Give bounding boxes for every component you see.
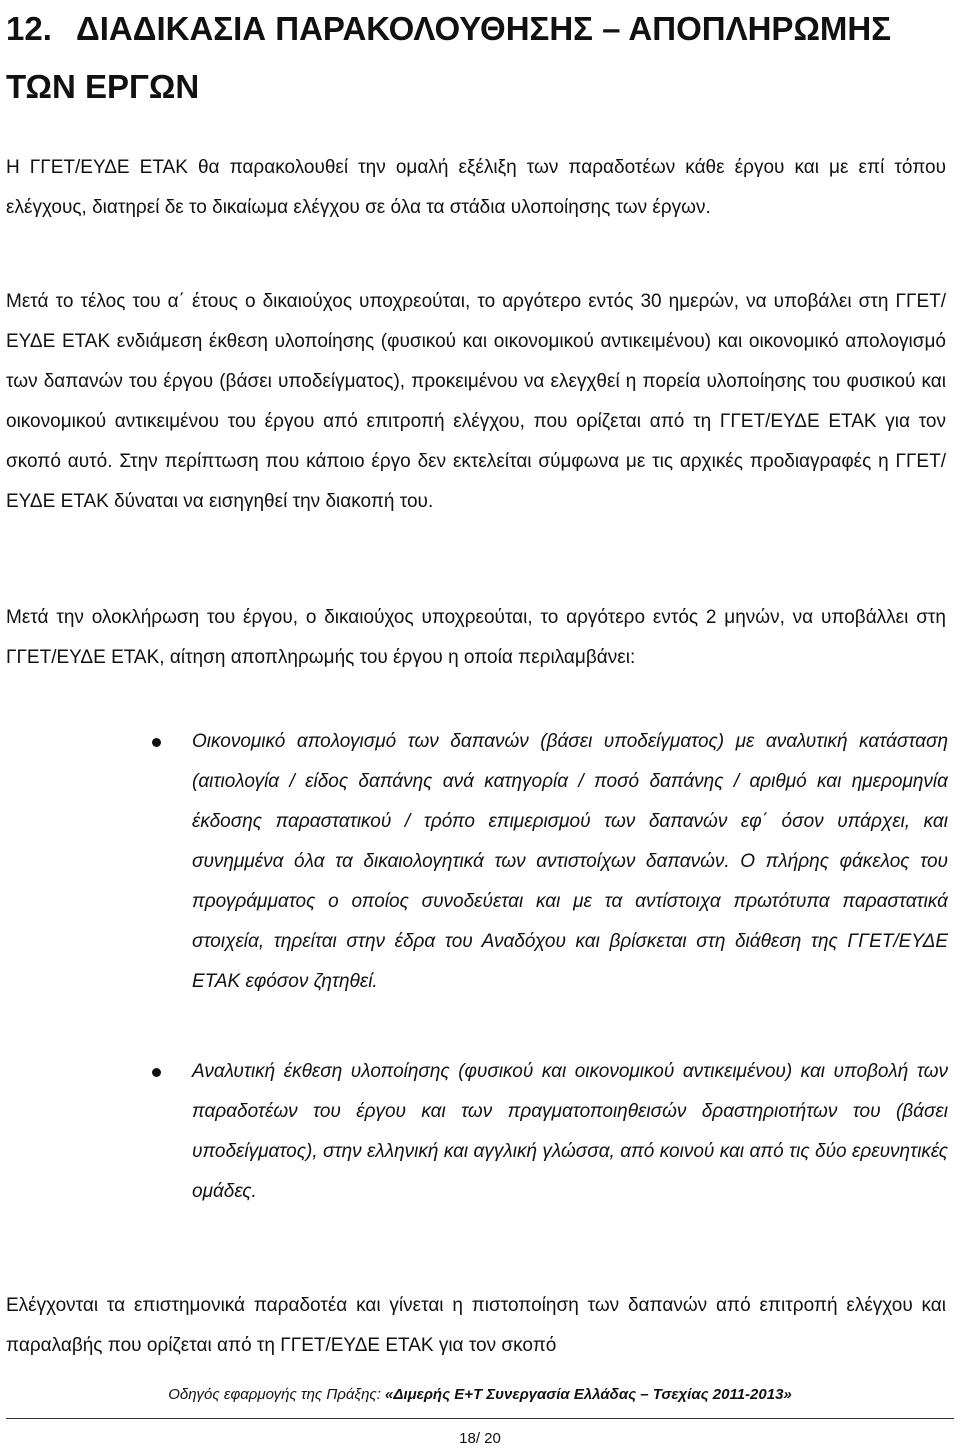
paragraph-interim-report: Μετά το τέλος του α΄ έτους ο δικαιούχος υποχρεούται, το αργότερο εντός 30 ημερών, να υποβάλει στη ΓΓΕΤ/ΕΥΔΕ ΕΤΑΚ ενδιάμεση έκθεση υλοποίησης (φυσικού και οικονομικού αντικειμένου) και οικονομικό απολογισμό των δαπανών του έργου (βάσει υποδείγματος), προκειμένου να ελεγχθεί η πορεία υλοποίησης του φυσικού και οικονομικού αντικειμένου του έργου από επιτροπή ελέγχου, που ορίζεται από τη ΓΓΕΤ/ΕΥΔΕ ΕΤΑΚ για τον σκοπό αυτό. Στην περίπτωση που κάποιο έργο δεν εκτελείται σύμφωνα με τις αρχικές προδιαγραφές η ΓΓΕΤ/ΕΥΔΕ ΕΤΑΚ δύναται να εισηγηθεί την διακοπή του. xyxy=(6,291,946,512)
section-heading xyxy=(6,0,956,116)
section-number: 12. xyxy=(6,10,52,47)
list-item-text: Οικονομικό απολογισμό των δαπανών (βάσει υποδείγματος) με αναλυτική κατάσταση (αιτιολογία / είδος δαπάνης ανά κατηγορία / ποσό δαπάνης / αριθμό και ημερομηνία έκδοσης παραστατικού / τρόπο επιμερισμού των δαπανών εφ΄ όσον υπάρχει, και συνημμένα όλα τα δικαιολογητικά των αντιστοίχων δαπανών. Ο πλήρης φάκελος του προγράμματος ο οποίος συνοδεύεται και με τα αντίστοιχα πρωτότυπα παραστατικά στοιχεία, τηρείται στην έδρα του Αναδόχου και βρίσκεται στη διάθεση της ΓΓΕΤ/ΕΥΔΕ ΕΤΑΚ εφόσον ζητηθεί. xyxy=(192,731,948,992)
list-item xyxy=(0,1052,948,1212)
list-item-text: Αναλυτική έκθεση υλοποίησης (φυσικού και οικονομικού αντικειμένου) και υποβολή των παραδοτέων του έργου και των πραγματοποιηθεισών δραστηριοτήτων του (βάσει υποδείγματος), στην ελληνική και αγγλική γλώσσα, από κοινού και από τις δύο ερευνητικές ομάδες. xyxy=(192,1061,948,1202)
bullet-icon xyxy=(152,738,161,747)
footer-program-name: «Διμερής Ε+Τ Συνεργασία Ελλάδας – Τσεχίας 2011-2013» xyxy=(385,1386,792,1403)
footer-prefix: Οδηγός εφαρμογής της Πράξης: xyxy=(168,1386,386,1403)
list-item xyxy=(0,722,948,1002)
requirements-list xyxy=(0,722,960,1212)
page-number: 18/ 20 xyxy=(459,1430,501,1447)
paragraph-certification: Ελέγχονται τα επιστημονικά παραδοτέα και γίνεται η πιστοποίηση των δαπανών από επιτροπή ελέγχου και παραλαβής που ορίζεται από τη ΓΓΕΤ/ΕΥΔΕ ΕΤΑΚ για τον σκοπό xyxy=(6,1295,946,1356)
paragraph-monitoring: Η ΓΓΕΤ/ΕΥΔΕ ΕΤΑΚ θα παρακολουθεί την ομαλή εξέλιξη των παραδοτέων κάθε έργου και με επί τόπου ελέγχους, διατηρεί δε το δικαίωμα ελέγχου σε όλα τα στάδια υλοποίησης των έργων. xyxy=(6,157,946,218)
footer-divider xyxy=(6,1418,954,1419)
paragraph-final-payment: Μετά την ολοκλήρωση του έργου, ο δικαιούχος υποχρεούται, το αργότερο εντός 2 μηνών, να υποβάλλει στη ΓΓΕΤ/ΕΥΔΕ ΕΤΑΚ, αίτηση αποπληρωμής του έργου η οποία περιλαμβάνει: xyxy=(6,607,946,668)
section-title: ΔΙΑΔΙΚΑΣΙΑ ΠΑΡΑΚΟΛΟΥΘΗΣΗΣ – ΑΠΟΠΛΗΡΩΜΗΣ ΤΩΝ ΕΡΓΩΝ xyxy=(6,10,892,105)
bullet-icon xyxy=(152,1068,161,1077)
footer-guide-title xyxy=(0,1386,960,1403)
